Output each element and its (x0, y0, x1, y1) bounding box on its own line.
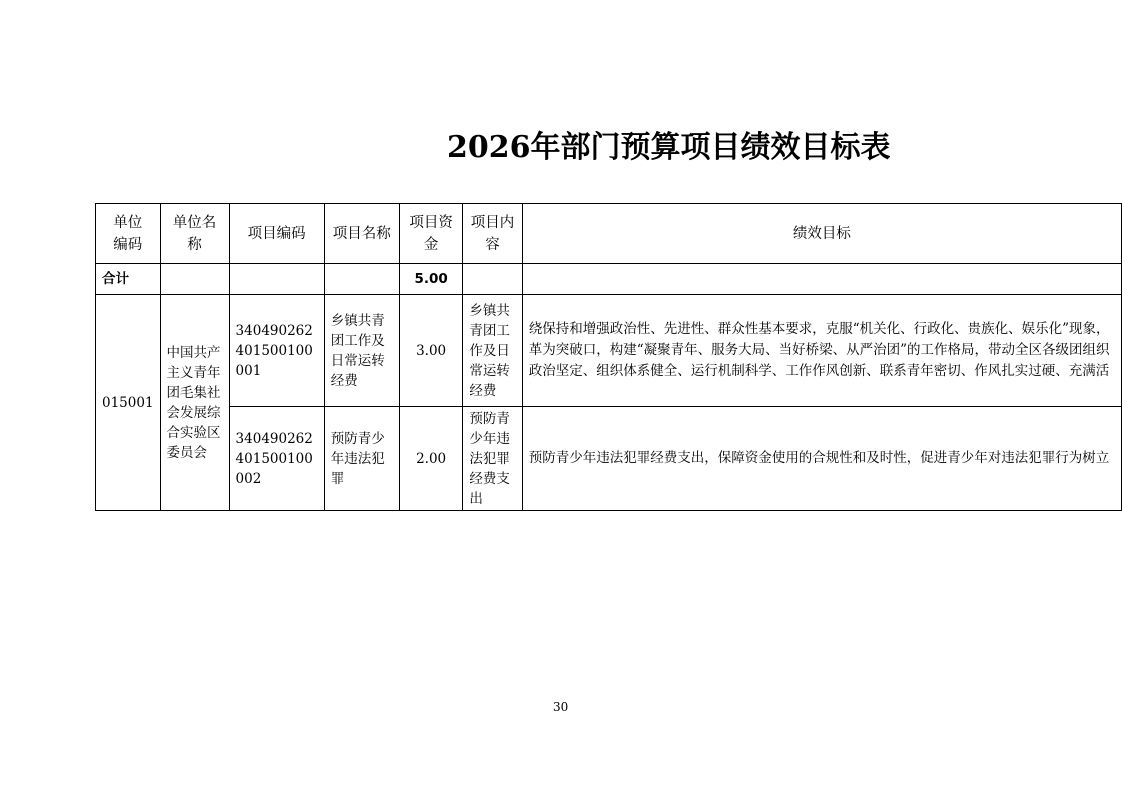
table-header-row (96, 204, 1122, 264)
performance-goal-cell (522, 407, 1121, 511)
table-row (96, 407, 1122, 511)
summary-empty-cell (463, 264, 522, 295)
project-name-cell: 乡镇共青团工作及日常运转经费 (324, 295, 399, 407)
performance-goal-table (95, 203, 1122, 511)
header-performance-goal: 绩效目标 (522, 204, 1121, 264)
goal-line: 预防青少年违法犯罪经费支出，保障资金使用的合规性和及时性，促进青少年对违法犯罪行为树立 (528, 450, 1110, 466)
summary-total-funds: 5.00 (399, 264, 463, 295)
header-project-funds: 项目资 金 (399, 204, 463, 264)
summary-label: 合计 (96, 264, 161, 295)
page-title: 2026年部门预算项目绩效目标表 (447, 130, 891, 165)
header-project-content: 项目内 容 (463, 204, 522, 264)
project-funds-cell: 3.00 (399, 295, 463, 407)
project-code-cell: 340490262401500100002 (229, 407, 324, 511)
summary-empty-cell (160, 264, 229, 295)
summary-empty-cell (522, 264, 1121, 295)
project-name-cell: 预防青少年违法犯罪 (324, 407, 399, 511)
header-project-code: 项目编码 (229, 204, 324, 264)
summary-empty-cell (324, 264, 399, 295)
goal-line: 革为突破口，构建“凝聚青年、服务大局、当好桥梁、从严治团”的工作格局，带动全区各级团组织 (528, 342, 1110, 358)
goal-line: 政治坚定、组织体系健全、运行机制科学、工作作风创新、联系青年密切、作风扎实过硬、充满活 (528, 363, 1110, 379)
table-row (96, 295, 1122, 407)
project-funds-cell: 2.00 (399, 407, 463, 511)
summary-row (96, 264, 1122, 295)
unit-code-cell: 015001 (96, 295, 161, 511)
project-content-cell: 预防青少年违法犯罪经费支出 (463, 407, 522, 511)
page-number: 30 (553, 700, 569, 714)
header-unit-name: 单位名称 (160, 204, 229, 264)
performance-goal-cell (522, 295, 1121, 407)
goal-line: 绕保持和增强政治性、先进性、群众性基本要求，克服“机关化、行政化、贵族化、娱乐化”现象， (528, 321, 1110, 337)
header-project-name: 项目名称 (324, 204, 399, 264)
unit-name-cell: 中国共产主义青年团毛集社会发展综合实验区委员会 (160, 295, 229, 511)
summary-empty-cell (229, 264, 324, 295)
project-content-cell: 乡镇共青团工作及日常运转经费 (463, 295, 522, 407)
header-unit-code: 单位 编码 (96, 204, 161, 264)
project-code-cell: 340490262401500100001 (229, 295, 324, 407)
